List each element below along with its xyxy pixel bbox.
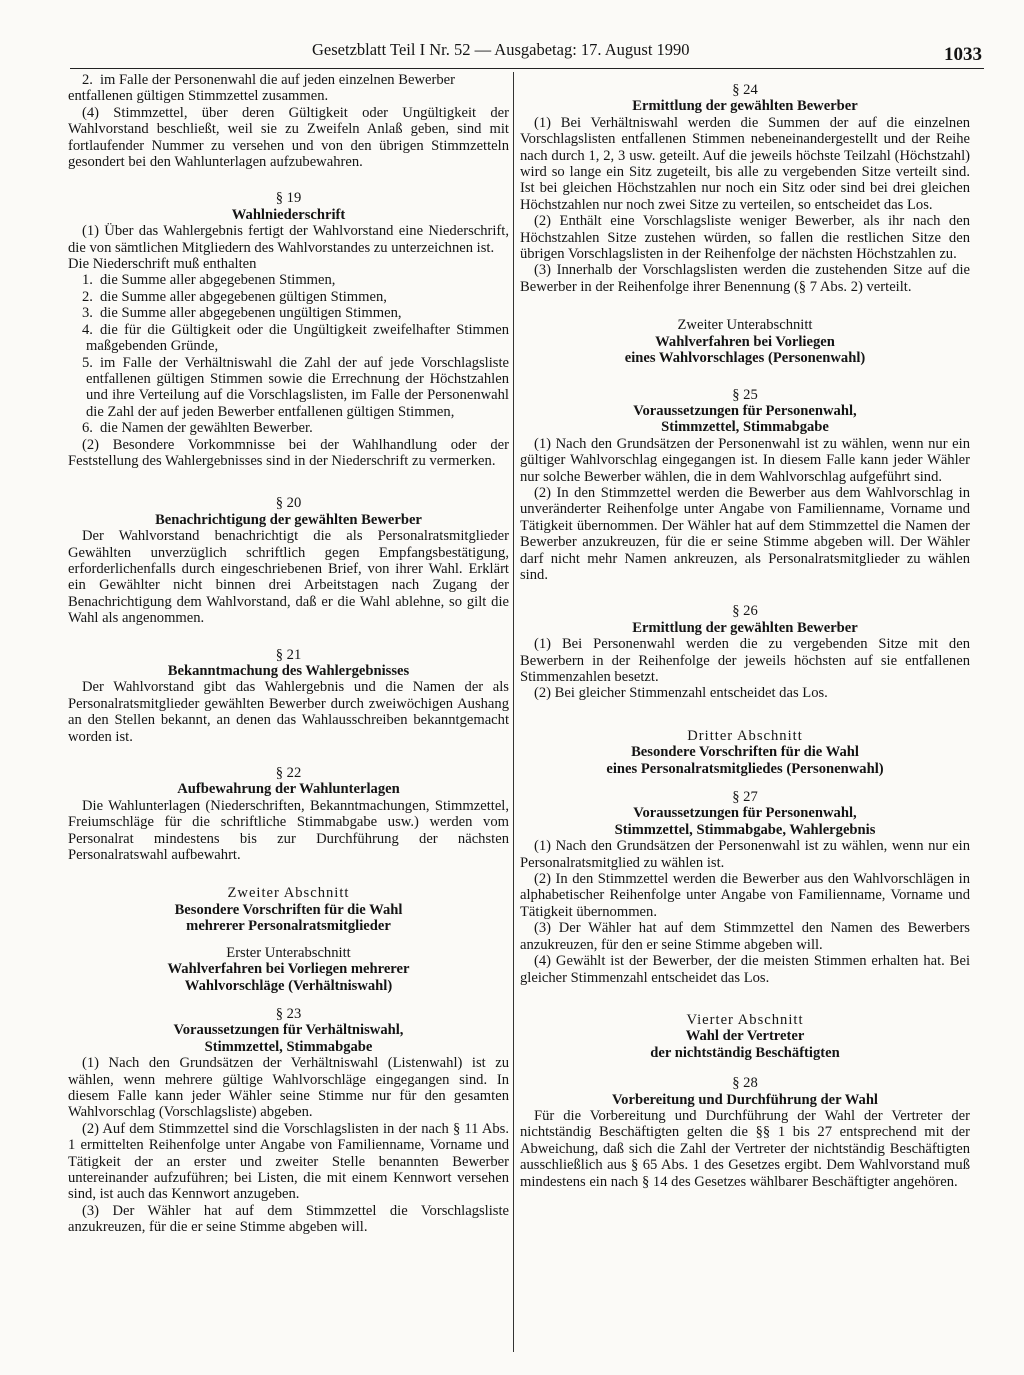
section-heading-20: [68, 495, 509, 528]
list-text: die Summe aller abgegebenen Stimmen,: [100, 272, 336, 289]
section-title: Voraussetzungen für Personenwahl,: [633, 805, 857, 822]
section-heading-19: [68, 190, 509, 223]
paragraph: Die Niederschrift muß enthalten: [68, 256, 257, 273]
abschnitt-label: Dritter Abschnitt: [687, 727, 803, 744]
list-text: die für die Gültigkeit oder die Ungültigkeit zweifelhafter Stimmen maßgebenden Gründe,: [86, 321, 509, 355]
paragraph: entfallenen gültigen Stimmzettel zusammen.: [68, 88, 329, 105]
section-heading-23: [68, 1006, 509, 1055]
unterabschnitt-heading: [520, 317, 970, 366]
unterabschnitt-title: Wahlverfahren bei Vorliegen: [655, 333, 835, 350]
section-heading-21: [68, 647, 509, 680]
list-number: 6.: [82, 420, 93, 437]
abschnitt-label: Zweiter Abschnitt: [227, 885, 350, 902]
right-column: [520, 72, 970, 1190]
section-title: Voraussetzungen für Personenwahl,: [633, 402, 857, 419]
section-number: § 21: [275, 646, 302, 663]
section-heading-28: [520, 1075, 970, 1108]
paragraph: Die Wahlunterlagen (Niederschriften, Bekanntmachungen, Stimmzettel, Freiumschläge für die schriftliche Stimmabgabe usw.) werden vom Personalrat mindestens bis zur Durchführung der nächsten Personalratswahl aufbewahrt.: [68, 797, 509, 864]
paragraph: (2) Besondere Vorkommnisse bei der Wahlhandlung oder der Feststellung des Wahlergebnisses sind in der Niederschrift zu vermerken.: [68, 436, 509, 469]
section-title: Ermittlung der gewählten Bewerber: [632, 98, 858, 115]
section-title: Stimmzettel, Stimmabgabe: [661, 419, 829, 436]
section-number: § 19: [275, 190, 302, 207]
enumerated-list: [68, 272, 509, 436]
paragraph: Für die Vorbereitung und Durchführung der Wahl der Vertreter der nichtständig Beschäftigten gelten die §§ 1 bis 27 entsprechend mit der Abweichung, daß sich die Zahl der Vertreter der nichtständig Beschäftigten ausschließlich aus § 65 Abs. 1 des Gesetzes ergibt. Dem Wahlvorstand muß mindestens ein nach § 14 des Gesetzes wählbarer Beschäftigter angehören.: [520, 1107, 970, 1190]
list-text: im Falle der Verhältniswahl die Zahl der auf jede Vorschlagsliste entfallenen gültigen Stimmen sowie die Errechnung der Höchstzahlen und ihre Verteilung auf die Vorschlagslisten, im Falle der Personenwahl die Zahl der auf jeden Bewerber entfallenen gültigen Stimmen,: [86, 354, 509, 420]
abschnitt-title: Wahl der Vertreter: [685, 1028, 805, 1045]
list-number: 2.: [82, 72, 93, 88]
list-item: [68, 272, 509, 288]
section-title: Stimmzettel, Stimmabgabe, Wahlergebnis: [614, 821, 876, 838]
section-number: § 28: [732, 1075, 758, 1092]
paragraph: (2) Bei gleicher Stimmenzahl entscheidet das Los.: [534, 685, 828, 702]
section-heading-25: [520, 387, 970, 436]
list-text: die Namen der gewählten Bewerber.: [100, 420, 313, 437]
paragraph: Der Wahlvorstand benachrichtigt die als Personalratsmitglieder Gewählten unverzüglich schriftlich gegen Empfangsbestätigung, erforderlichenfalls durch eingeschriebenen Brief, von ihrer Wahl. Erklärt ein Gewählter nicht binnen drei Arbeitstagen nach Zugang der Benachrichtigung dem Wahlvorstand, daß er die Wahl ablehne, so gilt die Wahl als angenommen.: [68, 528, 509, 627]
list-text: die Summe aller abgegebenen gültigen Stimmen,: [100, 288, 387, 305]
paragraph: (3) Der Wähler hat auf dem Stimmzettel die Vorschlagsliste anzukreuzen, für die er seine Stimme abgeben will.: [68, 1202, 509, 1236]
list-number: 4.: [82, 321, 93, 338]
list-item: [68, 355, 509, 421]
section-number: § 27: [732, 789, 758, 806]
abschnitt-title: mehrerer Personalratsmitglieder: [186, 918, 391, 935]
section-title: Voraussetzungen für Verhältniswahl,: [173, 1022, 404, 1039]
section-number: § 25: [732, 386, 758, 403]
abschnitt-heading: [520, 728, 970, 777]
list-item: [68, 72, 509, 88]
list-number: 2.: [82, 288, 93, 305]
section-title: Stimmzettel, Stimmabgabe: [204, 1038, 373, 1055]
abschnitt-heading: [68, 885, 509, 934]
section-heading-26: [520, 603, 970, 636]
paragraph: (1) Über das Wahlergebnis fertigt der Wahlvorstand eine Niederschrift, die von sämtlichen Mitgliedern des Wahlvorstandes zu unterzeichnen ist.: [68, 223, 509, 256]
section-heading-22: [68, 765, 509, 798]
paragraph: (2) Auf dem Stimmzettel sind die Vorschlagslisten in der nach § 11 Abs. 1 ermittelten Reihenfolge unter Angabe von Familienname, Vorname und Tätigkeit der an erster und zweiter Stelle benannten Bewerber untereinander aufzuführen; bei Listen, die mit einem Kennwort versehen sind, ist auch das Kennwort anzugeben.: [68, 1120, 509, 1203]
abschnitt-title: Besondere Vorschriften für die Wahl: [631, 744, 859, 761]
list-text: die Summe aller abgegebenen ungültigen Stimmen,: [100, 305, 402, 322]
list-item: [68, 322, 509, 355]
abschnitt-title: eines Personalratsmitgliedes (Personenwahl): [606, 760, 884, 777]
column-divider: [513, 72, 514, 1352]
section-title: Vorbereitung und Durchführung der Wahl: [611, 1091, 878, 1108]
paragraph: (1) Nach den Grundsätzen der Verhältniswahl (Listenwahl) ist zu wählen, wenn mehrere gültige Wahlvorschläge eingegangen sind. In diesem Falle kann jeder Wähler seine Stimme nur für den gesamten Wahlvorschlag (Vorschlagsliste) abgeben.: [68, 1055, 509, 1121]
abschnitt-title: Besondere Vorschriften für die Wahl: [174, 901, 403, 918]
section-number: § 22: [275, 765, 302, 782]
section-number: § 23: [275, 1005, 302, 1022]
paragraph: (2) In den Stimmzettel werden die Bewerber aus den Wahlvorschlägen in alphabetischer Reihenfolge unter Angabe von Familienname, Vorname und Tätigkeit übernommen.: [520, 871, 970, 920]
section-title: Bekanntmachung des Wahlergebnisses: [167, 663, 410, 679]
section-title: Wahlniederschrift: [231, 206, 346, 223]
abschnitt-label: Vierter Abschnitt: [686, 1011, 804, 1028]
unterabschnitt-label: Erster Unterabschnitt: [226, 944, 351, 961]
list-item: [68, 289, 509, 305]
paragraph: (1) Bei Personenwahl werden die zu vergebenden Sitze mit den Bewerbern in der Reihenfolge der jeweils höchsten auf sie entfallenen Stimmenzahlen besetzt.: [520, 636, 970, 685]
paragraph: (4) Gewählt ist der Bewerber, der die meisten Stimmen erhalten hat. Bei gleicher Stimmenzahl entscheidet das Los.: [520, 953, 970, 986]
unterabschnitt-title: Wahlverfahren bei Vorliegen mehrerer: [167, 961, 410, 978]
list-item: [68, 305, 509, 321]
left-column: [68, 72, 509, 1236]
list-number: 5.: [82, 354, 93, 371]
paragraph: (3) Innerhalb der Vorschlagslisten werden die zustehenden Sitze auf die Bewerber in der Reihenfolge ihrer Benennung (§ 7 Abs. 2) verteilt.: [520, 262, 970, 295]
page-number: 1033: [944, 44, 982, 65]
abschnitt-title: der nichtständig Beschäftigten: [650, 1044, 840, 1061]
list-item: [68, 420, 509, 436]
paragraph: Der Wahlvorstand gibt das Wahlergebnis und die Namen der als Personalratsmitglieder gewählten Bewerber durch zweiwöchigen Aushang an den Stellen bekannt, an denen das Wahlausschreiben bekanntgemacht worden ist.: [68, 679, 509, 745]
paragraph: (1) Nach den Grundsätzen der Personenwahl ist zu wählen, wenn nur ein Personalratsmitglied zu wählen ist.: [520, 838, 970, 871]
paragraph: (1) Bei Verhältniswahl werden die Summen der auf die einzelnen Vorschlagslisten entfallenen Stimmen nebeneinandergestellt und der Reihe nach durch 1, 2, 3 usw. geteilt. Auf die jeweils höchste Teilzahl (Höchstzahl) wird so lange ein Sitz zugeteilt, bis alle zu vergebenden Sitze verteilt sind. Ist bei gleichen Höchstzahlen nur noch ein Sitz oder sind bei drei gleichen Höchstzahlen nur noch zwei Sitze zu verteilen, so entscheidet das Los.: [520, 114, 970, 213]
list-text: im Falle der Personenwahl die auf jeden einzelnen Bewerber: [100, 72, 455, 88]
list-number: 1.: [82, 272, 93, 289]
paragraph: (2) Enthält eine Vorschlagsliste weniger Bewerber, als ihr nach den Höchstzahlen Sitze zustehen würden, so fallen die restlichen Sitze den übrigen Vorschlagslisten in der Reihenfolge der nächsten Höchstzahlen zu.: [520, 213, 970, 263]
section-title: Benachrichtigung der gewählten Bewerber: [155, 511, 422, 528]
section-number: § 20: [275, 495, 302, 512]
unterabschnitt-heading: [68, 945, 509, 994]
abschnitt-heading: [520, 1012, 970, 1061]
section-title: Aufbewahrung der Wahlunterlagen: [177, 781, 400, 798]
unterabschnitt-label: Zweiter Unterabschnitt: [677, 317, 813, 334]
paragraph: (3) Der Wähler hat auf dem Stimmzettel den Namen des Bewerbers anzukreuzen, für den er seine Stimme abgeben will.: [520, 920, 970, 953]
list-number: 3.: [82, 305, 93, 322]
section-heading-27: [520, 789, 970, 838]
paragraph: (2) In den Stimmzettel werden die Bewerber aus dem Wahlvorschlag in unveränderter Reihenfolge unter Angabe von Familienname, Vorname und Tätigkeit übernommen. Der Wähler hat auf dem Stimmzettel die Namen der Bewerber anzukreuzen, für die er seine Stimme abgeben will. Der Wähler darf nicht mehr Namen ankreuzen, als Personalratsmitglieder zu wählen sind.: [520, 484, 970, 583]
unterabschnitt-title: eines Wahlvorschlages (Personenwahl): [624, 350, 866, 367]
paragraph: (4) Stimmzettel, über deren Gültigkeit oder Ungültigkeit der Wahlvorstand beschließt, weil sie zu Zweifeln Anlaß geben, sind mit fortlaufender Nummer zu versehen und von den übrigen Stimmzetteln gesondert bei den Wahlunterlagen aufzubewahren.: [68, 104, 509, 171]
section-heading-24: [520, 82, 970, 115]
header-title: Gesetzblatt Teil I Nr. 52 — Ausgabetag: 17. August 1990: [312, 40, 690, 59]
unterabschnitt-title: Wahlvorschläge (Verhältniswahl): [184, 977, 393, 994]
paragraph: (1) Nach den Grundsätzen der Personenwahl ist zu wählen, wenn nur ein gültiger Wahlvorschlag eingegangen ist. In diesem Falle kann jeder Wähler nur solche Bewerber wählen, die in dem Wahlvorschlag aufgeführt sind.: [520, 435, 970, 485]
section-number: § 26: [732, 603, 758, 620]
section-number: § 24: [732, 82, 758, 98]
section-title: Ermittlung der gewählten Bewerber: [632, 619, 858, 636]
page-header: [70, 38, 984, 69]
